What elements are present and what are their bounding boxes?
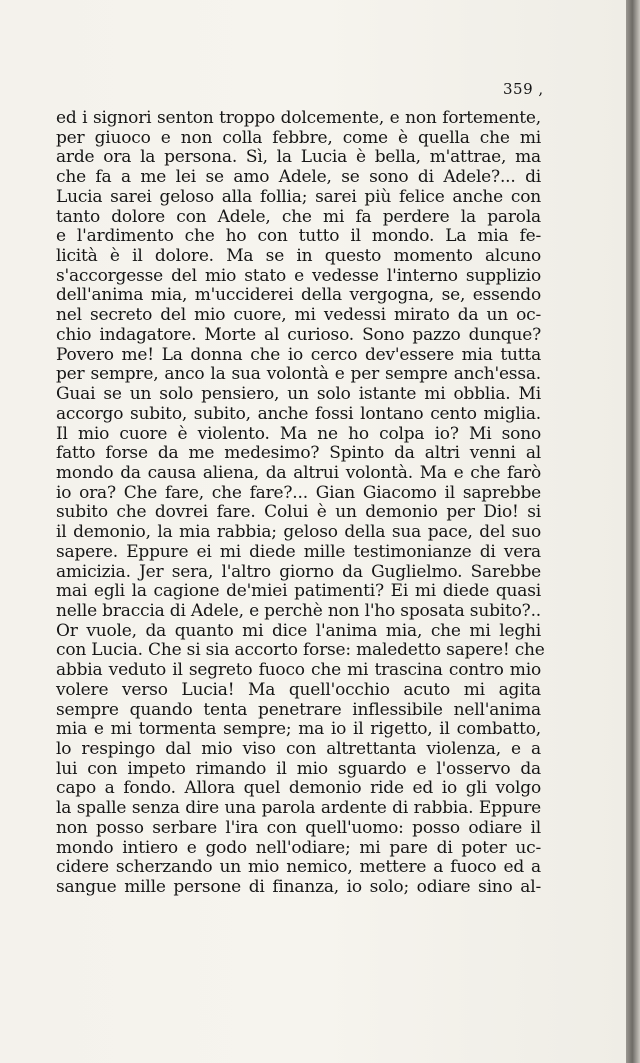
text-line: Lucia sarei geloso alla follia; sarei più felice anche con [56,186,541,207]
text-line: la spalle senza dire una parola ardente di rabbia. Eppure [56,798,541,819]
text-line: tanto dolore con Adele, che mi fa perdere la parola [56,206,541,227]
text-line: Povero me! La donna che io cerco dev'essere mia tutta [56,344,541,365]
text-line: per giuoco e non colla febbre, come è quella che mi [56,127,541,148]
text-line: dell'anima mia, m'ucciderei della vergogna, se, essendo [56,285,541,306]
text-line: sempre quando tenta penetrare inflessibile nell'anima [56,699,541,720]
text-line: lui con impeto rimando il mio sguardo e l'osservo da [56,758,541,779]
text-line: abbia veduto il segreto fuoco che mi trascina contro mio [56,660,541,681]
text-line: io ora? Che fare, che fare?... Gian Giacomo il saprebbe [56,482,541,503]
text-line: mondo intiero e godo nell'odiare; mi pare di poter uc- [56,837,541,858]
text-line: capo a fondo. Allora quel demonio ride ed io gli volgo [56,778,541,799]
text-line: subito che dovrei fare. Colui è un demonio per Dio! si [56,502,541,523]
text-line: sangue mille persone di finanza, io solo; odiare sino al- [56,877,541,898]
text-line: con Lucia. Che si sia accorto forse: maledetto sapere! che [56,640,545,661]
text-line: sapere. Eppure ei mi diede mille testimonianze di vera [56,541,541,562]
text-line: Or vuole, da quanto mi dice l'anima mia, che mi leghi [56,620,541,641]
text-line: non posso serbare l'ira con quell'uomo: posso odiare il [56,817,541,838]
text-line: fatto forse da me medesimo? Spinto da altri venni al [56,443,541,464]
text-line: mai egli la cagione de'miei patimenti? Ei mi diede quasi [56,581,541,602]
text-line: nel secreto del mio cuore, mi vedessi mirato da un oc- [56,305,541,326]
text-line: mia e mi tormenta sempre; ma io il rigetto, il combatto, [56,719,541,740]
body-text [56,108,545,898]
text-line: volere verso Lucia! Ma quell'occhio acuto mi agita [56,679,541,700]
text-line: amicizia. Jer sera, l'altro giorno da Guglielmo. Sarebbe [56,561,541,582]
text-line: chio indagatore. Morte al curioso. Sono pazzo dunque? [56,324,541,345]
text-line: Il mio cuore è violento. Ma ne ho colpa io? Mi sono [56,423,541,444]
text-line: arde ora la persona. Sì, la Lucia è bella, m'attrae, ma [56,147,541,168]
text-line: mondo da causa aliena, da altrui volontà. Ma e che farò [56,462,541,483]
text-line: nelle braccia di Adele, e perchè non l'ho sposata subito?.. [56,600,541,621]
text-line: lo respingo dal mio viso con altrettanta violenza, e a [56,739,541,759]
page-number: 359 , [503,80,544,98]
text-line: Guai se un solo pensiero, un solo istante mi obblia. Mi [56,384,541,405]
text-line: e l'ardimento che ho con tutto il mondo. La mia fe- [56,226,541,247]
text-line: che fa a me lei se amo Adele, se sono di Adele?... di [56,167,541,188]
text-line: accorgo subito, subito, anche fossi lontano cento miglia. [56,403,541,424]
text-line: per sempre, anco la sua volontà e per sempre anch'essa. [56,364,541,385]
text-line: cidere scherzando un mio nemico, mettere a fuoco ed a [56,857,541,878]
text-line: ed i signori senton troppo dolcemente, e non fortemente, [56,108,541,128]
page-edge-shadow [626,0,640,1063]
text-line: licità è il dolore. Ma se in questo momento alcuno [56,246,541,267]
text-line: s'accorgesse del mio stato e vedesse l'interno supplizio [56,265,541,286]
text-line: il demonio, la mia rabbia; geloso della sua pace, del suo [56,522,541,543]
